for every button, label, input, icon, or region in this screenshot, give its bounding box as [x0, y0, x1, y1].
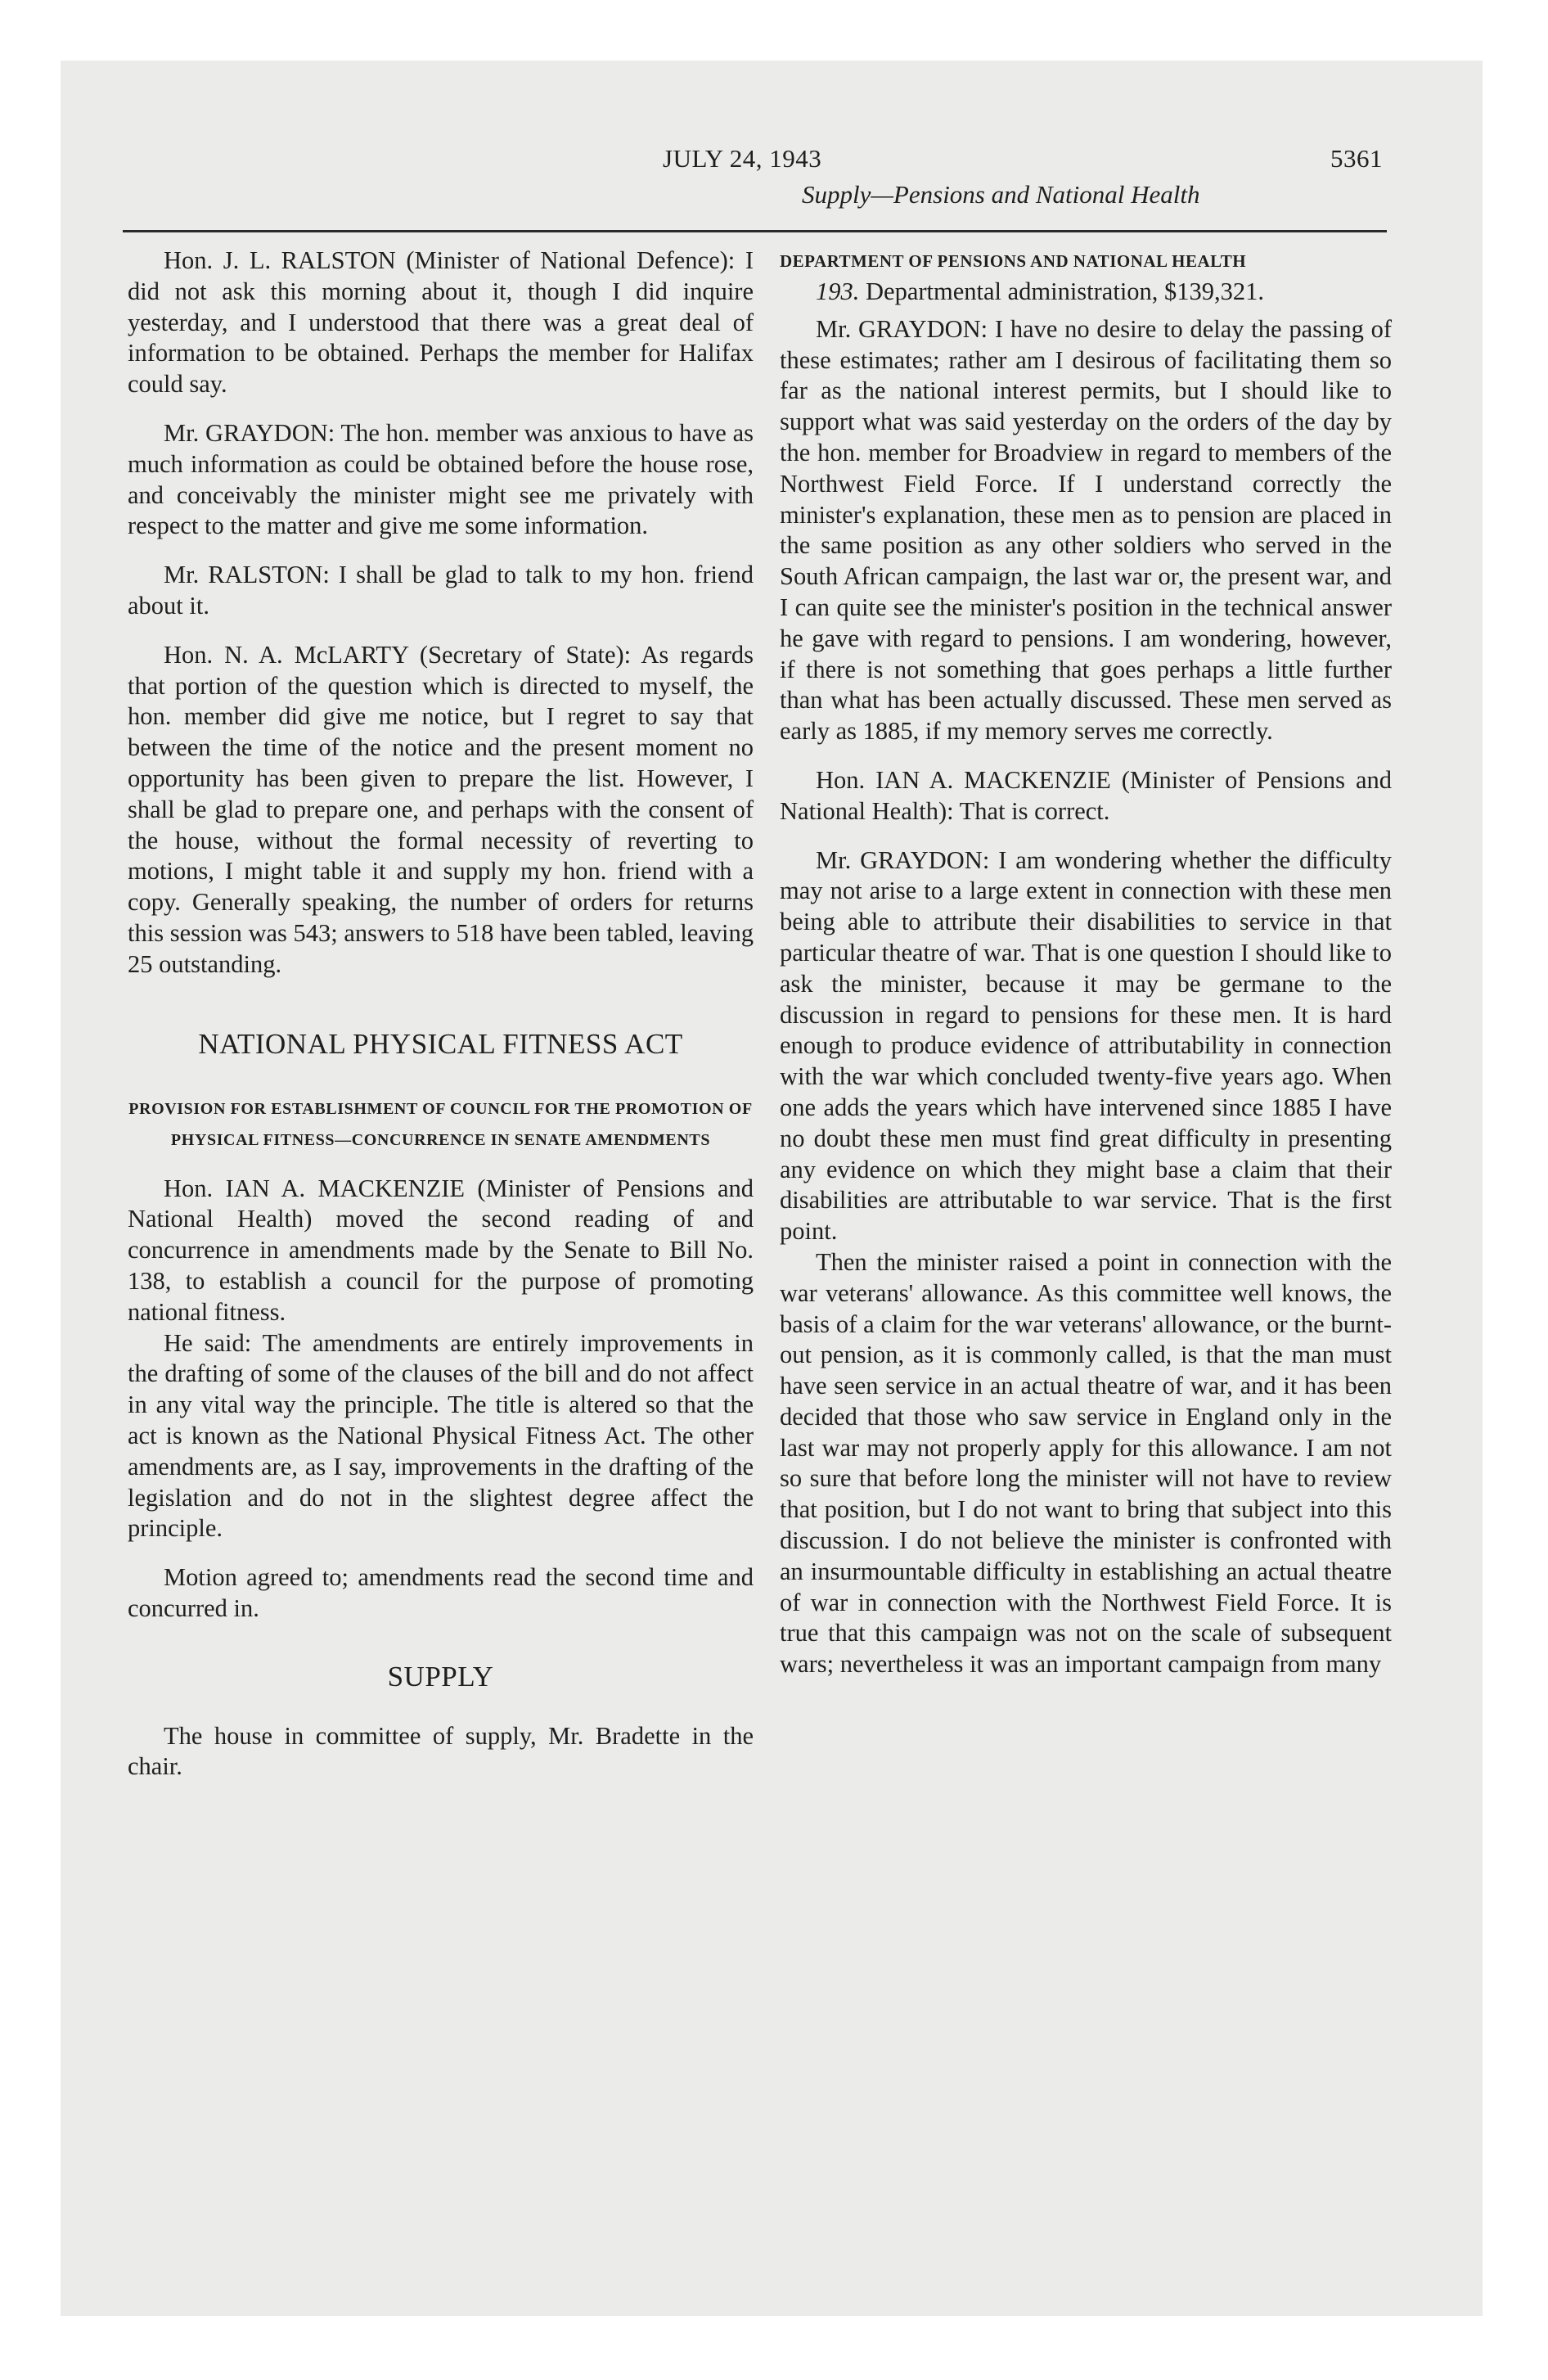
paragraph: Hon. J. L. RALSTON (Minister of National Defence): I did not ask this morning about it, though I did inquire yesterday, and I understood that there was a great deal of information to be obtained. Perhaps the member for Halifax could say.	[128, 246, 754, 399]
paragraph: Hon. IAN A. MACKENZIE (Minister of Pensions and National Health) moved the second reading of and concurrence in amendments made by the Senate to Bill No. 138, to establish a council for the purpose of promoting national fitness.	[128, 1174, 754, 1326]
paragraph: Then the minister raised a point in connection with the war veterans' allowance. As this committee well knows, the basis of a claim for the war veterans' allowance, or the burnt-out pension, as it is commonly called, is that the man must have seen service in an actual theatre of war, and it has been decided that those who saw service in England only in the last war may not properly apply for this allowance. I am not so sure that before long the minister will not have to review that position, but I do not want to bring that subject into this discussion. I do not believe the minister is confronted with an insurmountable difficulty in establishing an actual theatre of war in connection with the Northwest Field Force. It is true that this campaign was not on the scale of subsequent wars; nevertheless it was an important campaign from many	[780, 1247, 1392, 1679]
paragraph: He said: The amendments are entirely improvements in the drafting of some of the clauses of the bill and do not affect in any vital way the principle. The title is altered so that the act is known as the National Physical Fitness Act. The other amendments are, as I say, improvements in the drafting of the legislation and do not in the slightest degree affect the principle.	[128, 1328, 754, 1543]
header-rule	[123, 230, 1387, 232]
paragraph: Mr. GRAYDON: I have no desire to delay the passing of these estimates; rather am I desirous of facilitating them so far as the national interest permits, but I should like to support what was said yesterday on the orders of the day by the hon. member for Broadview in regard to members of the Northwest Field Force. If I understand correctly the minister's explanation, these men as to pension are placed in the same position as any other soldiers who served in the South African campaign, the last war or, the present war, and I can quite see the minister's position in the technical answer he gave with regard to pensions. I am wondering, however, if there is not something that goes perhaps a little further than what has been actually discussed. These men served as early as 1885, if my memory serves me correctly.	[780, 314, 1392, 746]
section-subheading: PROVISION FOR ESTABLISHMENT OF COUNCIL FOR THE PROMOTION OF PHYSICAL FITNESS—CONCURRENCE IN SENATE AMENDMENTS	[128, 1099, 753, 1149]
paragraph: Hon. N. A. McLARTY (Secretary of State): As regards that portion of the question which is directed to myself, the hon. member did give me notice, but I regret to say that between the time of the notice and the present moment no opportunity has been given to prepare the list. However, I shall be glad to prepare one, and perhaps with the consent of the house, without the formal necessity of reverting to motions, I might table it and supply my hon. friend with a copy. Generally speaking, the number of orders for returns this session was 543; answers to 518 have been tabled, leaving 25 outstanding.	[128, 640, 754, 978]
item-text: Departmental administration, $139,321.	[866, 277, 1265, 305]
paragraph: Motion agreed to; amendments read the second time and concurred in.	[128, 1563, 754, 1622]
left-column	[128, 246, 754, 1783]
page-header	[663, 144, 1383, 174]
supply-title: SUPPLY	[387, 1660, 494, 1693]
section-title: NATIONAL PHYSICAL FITNESS ACT	[198, 1027, 683, 1060]
department-heading: DEPARTMENT OF PENSIONS AND NATIONAL HEALTH	[780, 251, 1247, 271]
paragraph: The house in committee of supply, Mr. Bradette in the chair.	[128, 1721, 754, 1781]
header-date: JULY 24, 1943	[663, 144, 822, 173]
right-column	[780, 246, 1392, 1680]
paragraph: Mr. GRAYDON: The hon. member was anxious to have as much information as could be obtained before the house rose, and conceivably the minister might see me privately with respect to the matter and give me some information.	[128, 418, 754, 540]
estimate-item	[780, 277, 1392, 308]
item-number: 193.	[816, 277, 860, 305]
running-title: Supply—Pensions and National Health	[802, 180, 1200, 209]
paragraph: Mr. RALSTON: I shall be glad to talk to my hon. friend about it.	[128, 561, 754, 620]
page-number: 5361	[1330, 144, 1383, 173]
paragraph: Mr. GRAYDON: I am wondering whether the difficulty may not arise to a large extent in connection with these men being able to attribute their disabilities to service in that particular theatre of war. That is one question I should like to ask the minister, because it may be germane to the discussion in regard to pensions for these men. It is hard enough to produce evidence of attributability in connection with the war which concluded twenty-five years ago. When one adds the years which have intervened since 1885 I have no doubt these men must find great difficulty in presenting any evidence on which they might base a claim that their disabilities are attributable to war service. That is the first point.	[780, 845, 1392, 1246]
paragraph: Hon. IAN A. MACKENZIE (Minister of Pensions and National Health): That is correct.	[780, 765, 1392, 825]
